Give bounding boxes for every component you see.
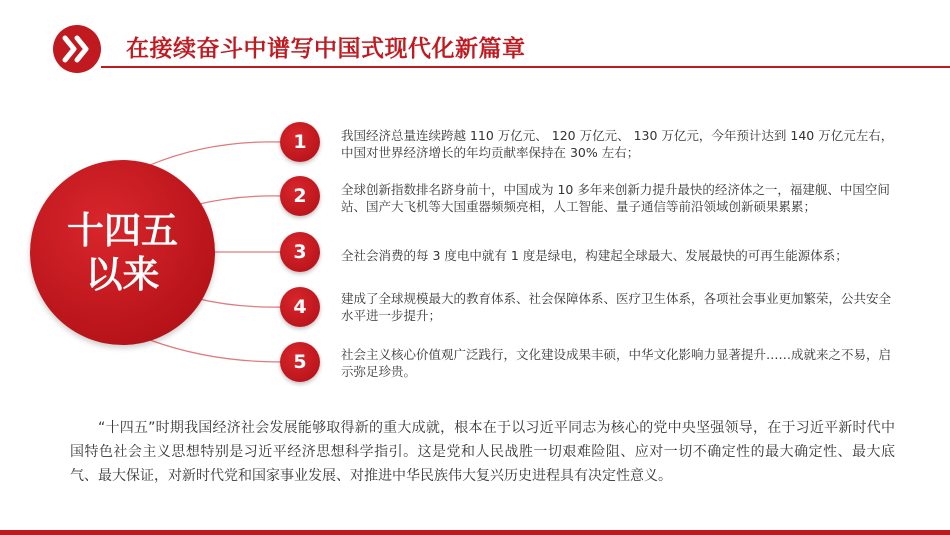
center-label-line2: 以来 — [85, 252, 160, 296]
list-item-text-5: 社会主义核心价值观广泛践行，文化建设成果丰硕，中华文化影响力显著提升……成就来之不易，启示弥足珍贵。 — [341, 347, 892, 379]
number-badge-1: 1 — [280, 122, 320, 162]
connector-line-5 — [150, 340, 282, 362]
connector-line-4 — [195, 298, 282, 307]
list-item-text-4: 建成了全球规模最大的教育体系、社会保障体系、医疗卫生体系，各项社会事业更加繁荣，公共安全水平进一步提升； — [341, 291, 892, 323]
number-badge-5: 5 — [280, 342, 320, 382]
connector-line-2 — [195, 196, 282, 205]
number-badge-3: 3 — [280, 232, 320, 272]
summary-paragraph: “十四五”时期我国经济社会发展能够取得新的重大成就，根本在于以习近平同志为核心的党中央坚强领导，在于习近平新时代中国特色社会主义思想特别是习近平经济思想科学指引。这是党和人民战胜一切艰难险阻、应对一切不确定性的最大确定性、最大底气、最大保证，对新时代党和国家事业发展、对推进中华民族伟大复兴历史进程具有决定性意义。 — [70, 420, 895, 484]
connector-line-1 — [150, 142, 282, 165]
center-label — [53, 209, 193, 297]
number-badge-4: 4 — [280, 287, 320, 327]
footer-bar — [0, 530, 950, 535]
list-item-text-3: 全社会消费的每 3 度电中就有 1 度是绿电，构建起全球最大、发展最快的可再生能源体系； — [341, 248, 848, 263]
center-label-line1: 十四五 — [67, 208, 178, 252]
center-circle — [30, 160, 215, 345]
page-title: 在接续奋斗中谱写中国式现代化新篇章 — [126, 36, 526, 62]
number-badge-2: 2 — [280, 176, 320, 216]
list-item-text-1: 我国经济总量连续跨越 110 万亿元、 120 万亿元、 130 万亿元，今年预计达到 140 万亿元左右，中国对世界经济增长的年均贡献率保持在 30% 左右； — [341, 128, 894, 160]
list-item-text-2: 全球创新指数排名跻身前十，中国成为 10 多年来创新力提升最快的经济体之一，福建舰、中国空间站、国产大飞机等大国重器频频亮相，人工智能、量子通信等前沿领域创新硕果累累； — [341, 182, 890, 214]
